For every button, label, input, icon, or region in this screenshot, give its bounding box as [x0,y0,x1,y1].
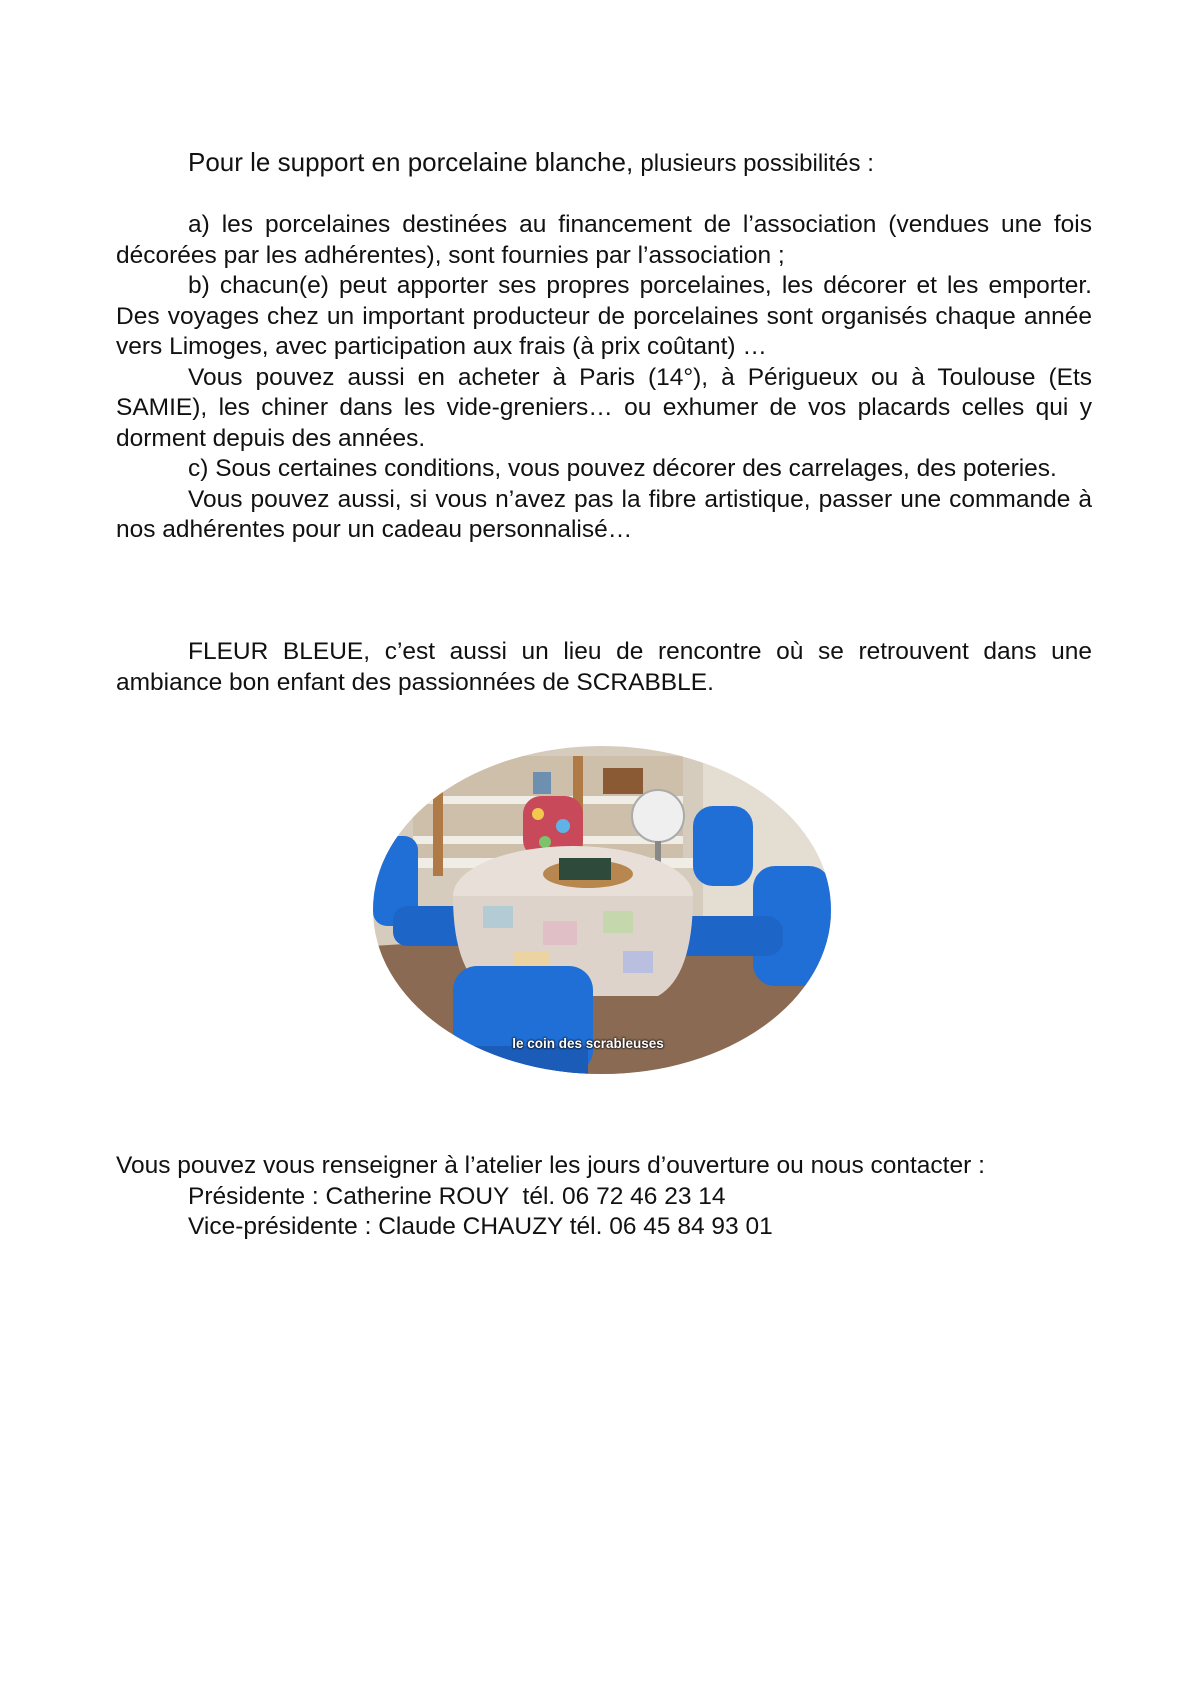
photo-shelf-post-1 [433,756,443,876]
photo-chair-back-right [693,806,753,886]
photo-illustration [373,746,831,1074]
contact-section [116,1151,1116,1243]
possibilities-list [116,210,1092,546]
vice-president-contact: Vice-présidente : Claude CHAUZY tél. 06 45 84 93 01 [188,1213,773,1240]
president-contact: Présidente : Catherine ROUY tél. 06 72 46 23 14 [188,1182,726,1210]
scrabble-corner-photo [373,746,831,1074]
paragraph-a: a) les porcelaines destinées au financement de l’association (vendues une fois décorées par les adhérentes), sont fournies par l’association ; [116,211,1092,269]
scrabble-section [116,637,1092,698]
contact-intro: Vous pouvez vous renseigner à l’atelier les jours d’ouverture ou nous contacter : [116,1152,985,1179]
photo-fan [632,790,684,842]
photo-caption: le coin des scrableuses [512,1036,664,1051]
photo-scrabble-box [559,858,611,880]
paragraph-buy: Vous pouvez aussi en acheter à Paris (14°), à Périgueux ou à Toulouse (Ets SAMIE), les chiner dans les vide-greniers… ou exhumer de vos placards celles qui y dorment depuis des années. [116,363,1092,452]
scrabble-paragraph: FLEUR BLEUE, c’est aussi un lieu de rencontre où se retrouvent dans une ambiance bon enfant des passionnées de SCRABBLE. [116,638,1092,696]
intro-part-2: plusieurs possibilités : [640,150,874,177]
photo-box [603,768,643,794]
paragraph-c: c) Sous certaines conditions, vous pouvez décorer des carrelages, des poteries. [188,455,1057,482]
intro-part-1: Pour le support en porcelaine blanche, [188,147,634,177]
intro-line [116,146,1092,180]
photo-frame [533,772,551,794]
paragraph-order: Vous pouvez aussi, si vous n’avez pas la fibre artistique, passer une commande à nos adhérentes pour un cadeau personnalisé… [116,485,1092,543]
paragraph-b: b) chacun(e) peut apporter ses propres porcelaines, les décorer et les emporter. Des voyages chez un important producteur de porcelaines sont organisés chaque année vers Limoges, avec participation aux frais (à prix coûtant) … [116,272,1092,360]
